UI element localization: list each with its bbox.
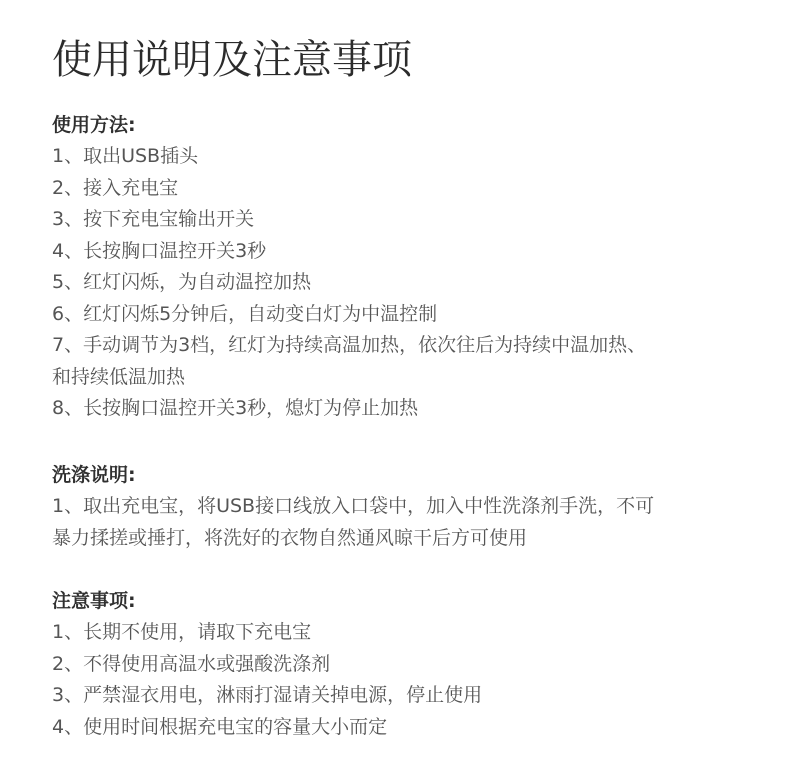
notes-heading: 注意事项: — [52, 590, 136, 612]
usage-section — [52, 110, 752, 425]
usage-line-3: 3、按下充电宝输出开关 — [52, 208, 255, 230]
washing-section — [52, 460, 752, 554]
usage-line-7: 7、手动调节为3档，红灯为持续高温加热，依次往后为持续中温加热、 — [52, 334, 647, 356]
notes-section — [52, 586, 752, 743]
usage-heading: 使用方法: — [52, 114, 136, 136]
notes-line-3: 3、严禁湿衣用电，淋雨打湿请关掉电源，停止使用 — [52, 684, 483, 706]
washing-heading: 洗涤说明: — [52, 464, 136, 486]
usage-line-1: 1、取出USB插头 — [52, 145, 199, 167]
washing-line-1: 1、取出充电宝，将USB接口线放入口袋中，加入中性洗涤剂手洗，不可 — [52, 495, 655, 517]
usage-line-6: 6、红灯闪烁5分钟后，自动变白灯为中温控制 — [52, 302, 438, 325]
notes-line-2: 2、不得使用高温水或强酸洗涤剂 — [52, 652, 331, 675]
usage-line-8: 8、长按胸口温控开关3秒，熄灯为停止加热 — [52, 397, 419, 419]
usage-line-2: 2、接入充电宝 — [52, 176, 179, 199]
usage-line-5: 5、红灯闪烁，为自动温控加热 — [52, 271, 312, 293]
usage-line-7-continued: 和持续低温加热 — [52, 365, 186, 388]
usage-line-4: 4、长按胸口温控开关3秒 — [52, 239, 267, 262]
washing-line-1-continued: 暴力揉搓或捶打，将洗好的衣物自然通风晾干后方可使用 — [52, 526, 528, 549]
page-title: 使用说明及注意事项 — [52, 37, 412, 83]
notes-line-4: 4、使用时间根据充电宝的容量大小而定 — [52, 715, 388, 738]
notes-line-1: 1、长期不使用，请取下充电宝 — [52, 621, 312, 643]
